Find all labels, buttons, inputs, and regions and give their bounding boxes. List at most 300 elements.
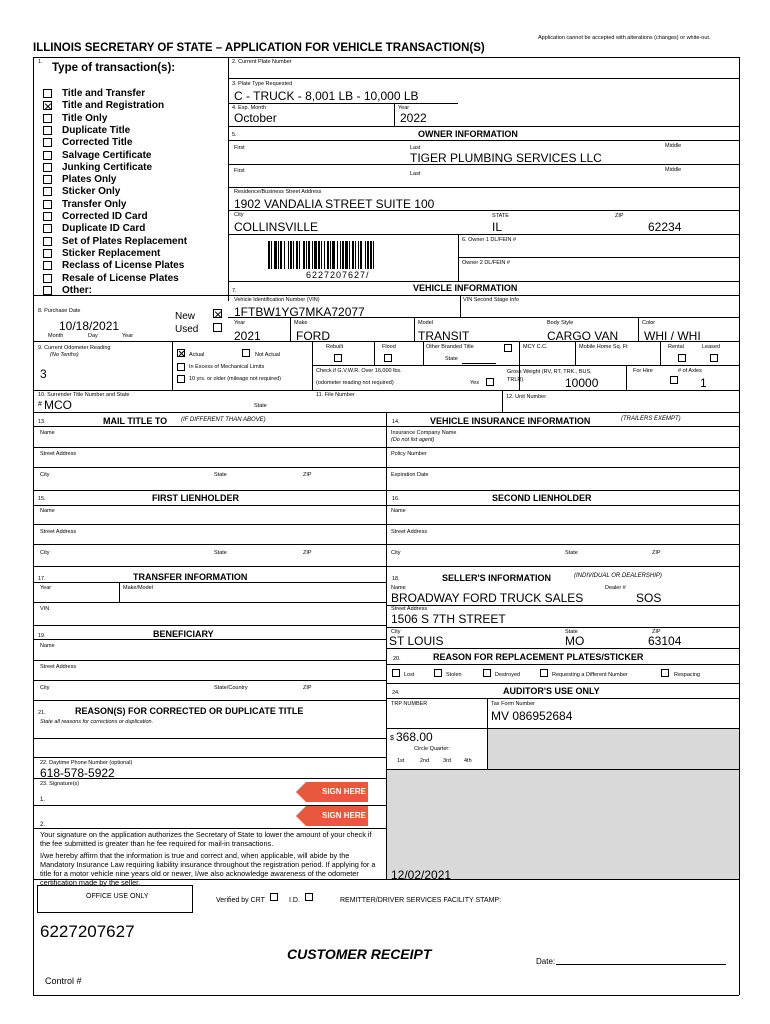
line [172,341,173,390]
seller-zip[interactable]: 63104 [648,634,682,648]
transaction-type-checkbox[interactable] [43,101,52,110]
line [575,341,576,365]
insurance-heading: VEHICLE INSURANCE INFORMATION [430,416,591,426]
barcode-bar [318,241,320,269]
transaction-type-label: Salvage Certificate [62,149,152,161]
line [33,390,312,391]
transfer-vin-label: VIN [40,606,50,612]
first-lienholder-heading: FIRST LIENHOLDER [152,493,239,503]
s24-num: 24. [392,690,400,696]
first-label: First [234,145,245,151]
line [386,683,739,684]
line [386,605,739,606]
barcode-bar [352,241,354,269]
barcode-bar [373,241,374,269]
transaction-type-label: Sticker Only [62,186,121,198]
authorization-paragraph: Your signature on the application authorizes the Secretary of State to lower the amount of your check if the fee submitted is greater than he fee required for mail-in transactions. [40,830,372,848]
seller-name[interactable]: BROADWAY FORD TRUCK SALES [391,591,584,605]
odometer-sub: (No Tenths) [50,352,79,358]
middle-label: Middle [665,143,682,149]
line [290,317,291,341]
rebuilt-checkbox[interactable] [334,354,342,362]
leased-label: Leased [702,344,721,350]
veh-body[interactable]: CARGO VAN [547,329,619,343]
frame-top [33,57,739,58]
quarter-4th[interactable]: 4th [464,758,472,764]
barcode-bar [280,241,282,269]
gvwr-label: Check if G.V.W.R. Over 16,000 lbs. [316,368,402,374]
transfer-heading: TRANSFER INFORMATION [133,572,248,582]
seller-street[interactable]: 1506 S 7TH STREET [391,612,506,626]
s15-num: 15. [38,496,46,502]
transaction-type-checkbox[interactable] [43,151,52,160]
mail-street-label: Street Address [40,451,77,457]
customer-receipt-title: CUSTOMER RECEIPT [287,946,432,962]
barcode-bar [303,241,305,269]
barcode-bar [299,241,300,269]
line [33,490,739,491]
mail-name-label: Name [40,430,55,436]
vin2-label: VIN Second Stage Info [463,297,519,303]
line [33,778,386,779]
line [312,365,739,366]
transaction-type-checkbox[interactable] [43,237,52,246]
lien1-zip-label: ZIP [303,550,312,556]
beneficiary-city-label: City [40,685,50,691]
transaction-type-checkbox[interactable] [43,224,52,233]
barcode-text: 6227207627/ [306,270,370,280]
line [33,828,386,829]
alteration-notice: Application cannot be accepted with alterations (changes) or white-out. [538,35,711,41]
line [660,341,661,365]
gvwr-yes-checkbox[interactable] [486,378,494,386]
other-branded-label: Other Branded Title [426,344,474,350]
s18-num: 18. [392,576,400,582]
quarter-1st[interactable]: 1st [397,758,405,764]
mobile-home-label: Mobile Home Sq. Ft [579,344,628,350]
mail-title-heading: MAIL TITLE TO [103,416,168,426]
for-hire-checkbox[interactable] [670,376,678,384]
line [487,698,488,728]
expiration-label: Expiration Date [391,472,429,478]
replacement-reason-heading: REASON FOR REPLACEMENT PLATES/STICKER [433,652,644,662]
owner-info-heading: OWNER INFORMATION [418,129,518,139]
line [33,625,386,626]
line [458,257,739,258]
not-actual-checkbox[interactable] [242,349,250,357]
barcode-bar [284,241,285,269]
line [33,879,739,880]
axles[interactable]: 1 [700,376,707,390]
transaction-type-label: Set of Plates Replacement [62,235,188,247]
office-use-label: OFFICE USE ONLY [86,893,149,900]
for-hire-label: For Hire [633,368,653,374]
line [33,295,739,296]
transaction-type-label: Reclass of License Plates [62,260,185,272]
transaction-type-checkbox[interactable] [43,163,52,172]
auditor-shaded-lower [387,770,739,879]
veh-year[interactable]: 2021 [234,329,261,343]
different-number-checkbox[interactable] [540,669,548,677]
barcode-bar [293,241,294,269]
frame-left [33,57,34,995]
seller-heading: SELLER'S INFORMATION [442,573,551,583]
second-lienholder-heading: SECOND LIENHOLDER [492,493,592,503]
owner-name[interactable]: TIGER PLUMBING SERVICES LLC [410,151,602,165]
transaction-type-label: Other: [62,284,92,296]
lien1-state-label: State [214,550,227,556]
other-branded-checkbox[interactable] [504,344,512,352]
beneficiary-street-label: Street Address [40,664,77,670]
transaction-type-label: Plates Only [62,174,117,186]
ten-years-label: 10 yrs. or older (mileage not required) [189,376,282,382]
barcode-bar [345,241,348,269]
purchase-date-label: 8. Purchase Date [38,308,81,314]
barcode-bar [330,241,331,269]
veh-year-label: Year [234,320,246,326]
barcode-bar [367,241,369,269]
veh-make[interactable]: FORD [296,329,330,343]
transaction-type-label: Resale of License Plates [62,272,179,284]
line [33,738,386,739]
line [33,700,386,701]
line [228,103,458,104]
barcode-bar [312,241,313,269]
s20-num: 20. [393,656,401,662]
stolen-label: Stolen [446,672,462,678]
s1-num: 1. [38,59,43,65]
transaction-type-checkbox[interactable] [43,249,52,258]
amount[interactable]: 368.00 [396,730,433,744]
barcode-bar [274,241,277,269]
lien1-city-label: City [40,550,50,556]
transaction-type-checkbox[interactable] [43,261,52,270]
quarter-2nd[interactable]: 2nd [420,758,430,764]
pd-year-label: Year [122,333,134,339]
line [312,390,739,391]
verified-crt-label: Verified by CRT [216,897,265,904]
seller-city-label: City [391,629,401,635]
line [228,341,739,342]
zip-label: ZIP [615,213,624,219]
s16-num: 16. [392,496,400,502]
barcode-bar [349,241,350,269]
barcode-bar [296,241,298,269]
transfer-year-label: Year [40,585,52,591]
seller-street-label: Street Address [391,606,428,612]
different-number-label: Requesting a Different Number [552,672,628,678]
veh-color[interactable]: WHI / WHI [644,329,701,343]
model-label: Model [418,320,433,326]
auditor-heading: AUDITOR'S USE ONLY [503,686,600,696]
owner-state[interactable]: IL [492,220,503,234]
gross-weight-label: Gross Weight (RV, RT, TRK., BUS, TRLR) [507,369,592,383]
barcode-bar [306,241,307,269]
leased-checkbox[interactable] [710,354,718,362]
line [386,627,739,628]
mail-state-label: State [214,472,227,478]
line [33,582,386,583]
form-title: ILLINOIS SECRETARY OF STATE – APPLICATION FOR VEHICLE TRANSACTION(S) [33,42,485,54]
transaction-type-label: Sticker Replacement [62,247,161,259]
axles-label: # of Axles [678,368,702,374]
transaction-type-checkbox[interactable] [43,114,52,123]
auditor-shaded-area [488,729,739,769]
seller-name-label: Name [391,585,406,591]
insurance-sub: (TRAILERS EXEMPT) [621,416,681,422]
line [33,566,739,567]
vin-value[interactable]: 1FTBW1YG7MKA72077 [234,305,365,319]
barcode-bar [290,241,292,269]
last-label-2: Last [410,171,421,177]
verified-crt-checkbox[interactable] [270,893,278,901]
middle-label-2: Middle [665,167,682,173]
transaction-type-checkbox[interactable] [43,138,52,147]
used-checkbox[interactable] [213,323,222,332]
id-checkbox[interactable] [305,893,313,901]
exp-year-label: Year [398,105,410,111]
barcode-bar [268,241,270,269]
transaction-type-label: Title and Registration [62,100,165,112]
tax-form-label: Tax Form Number [491,701,536,707]
barcode-bar [337,241,338,269]
line [228,281,739,282]
rebuilt-label: Rebuilt [326,344,344,350]
line [228,126,739,127]
insurance-company-sub: (Do not list agent) [391,437,435,443]
line [33,544,739,545]
line [33,505,739,506]
respacing-label: Respacing [674,672,700,678]
s1-divider [228,57,229,301]
barcode-bar [360,241,362,269]
exp-year-value[interactable]: 2022 [400,111,427,125]
vehicle-info-heading: VEHICLE INFORMATION [413,283,518,293]
owner1-dl-label: 6. Owner 1 DL/FEIN # [462,237,517,243]
veh-model[interactable]: TRANSIT [418,329,470,343]
sign-here-tab-2[interactable] [296,806,368,826]
transaction-type-label: Transfer Only [62,198,127,210]
owner-city[interactable]: COLLINSVILLE [234,220,319,234]
first-label-2: First [234,168,245,174]
excess-checkbox[interactable] [177,363,185,371]
purchase-date[interactable]: 10/18/2021 [59,319,120,333]
s19-num: 19. [38,633,46,639]
current-plate-label: 2. Current Plate Number [232,59,292,65]
lien2-state-label: State [565,550,578,556]
lost-checkbox[interactable] [392,669,400,677]
tax-form-number[interactable]: MV 086952684 [491,709,573,723]
line [228,187,739,188]
line [414,317,415,341]
line [228,210,739,211]
excess-label: In Excess of Mechanical Limits [189,364,265,370]
line [228,164,739,165]
lien2-zip-label: ZIP [652,550,661,556]
transaction-type-checkbox[interactable] [43,89,52,98]
line [33,660,386,661]
seller-state[interactable]: MO [565,634,585,648]
s5-num: 5. [232,132,237,138]
state-label: STATE [492,213,509,219]
signature-2-label: 2. [40,822,46,828]
respacing-checkbox[interactable] [661,669,669,677]
signature-label: 23. Signature(s) [40,781,80,787]
corrected-reason-sub: State all reasons for corrections or duplication. [40,719,154,725]
receipt-control-number: 6227207627 [40,922,135,941]
new-label: New [175,311,196,322]
barcode-bar [340,241,341,269]
transaction-type-checkbox[interactable] [43,212,52,221]
phone-value[interactable]: 618-578-5922 [40,766,115,780]
unit-number-label: 12. Unit Number [506,394,547,400]
exp-month-label: 4. Exp. Month [232,105,266,111]
transaction-type-label: Junking Certificate [62,161,153,173]
new-checkbox[interactable] [213,309,222,318]
plate-type-value[interactable]: C - TRUCK - 8,001 LB - 10,000 LB [234,89,419,103]
odometer-not-required-label: (odometer reading not required) [316,380,394,386]
pd-day-label: Day [88,333,98,339]
last-label: Last [410,145,421,151]
s13-num: 13. [38,419,46,425]
policy-label: Policy Number [391,451,427,457]
odometer-value[interactable]: 3 [40,367,47,381]
seller-city[interactable]: ST LOUIS [389,634,444,648]
signature-1-label: 1. [40,797,46,803]
lien1-street-label: Street Address [40,529,77,535]
stolen-checkbox[interactable] [434,669,442,677]
surrender-title[interactable]: MCO [44,398,72,412]
line [374,341,375,365]
line [33,639,386,640]
not-actual-label: Not Actual [255,352,281,358]
ten-years-checkbox[interactable] [177,375,185,383]
lien1-name-label: Name [40,508,55,514]
line [394,103,395,126]
owner2-dl-label: Owner 2 DL/FEIN # [462,260,510,266]
phone-label: 22. Daytime Phone Number (optional) [40,760,133,766]
rental-label: Rental [668,344,684,350]
mail-zip-label: ZIP [303,472,312,478]
trp-label: TRP NUMBER [391,701,428,707]
barcode-bar [314,241,317,269]
rental-checkbox[interactable] [678,354,686,362]
line [638,317,639,341]
transaction-type-checkbox[interactable] [43,200,52,209]
barcode-bar [342,241,344,269]
transaction-type-checkbox[interactable] [43,126,52,135]
destroyed-label: Destroyed [495,672,521,678]
actual-checkbox[interactable] [177,349,185,357]
flood-label: Flood [382,344,396,350]
owner-street[interactable]: 1902 VANDALIA STREET SUITE 100 [234,197,435,211]
transaction-type-label: Title and Transfer [62,88,146,99]
seller-sub: (INDIVIDUAL OR DEALERSHIP) [574,573,662,579]
transaction-type-label: Corrected Title [62,137,133,149]
sign-here-tab-1[interactable] [296,782,368,802]
line [228,78,739,79]
s21-num: 21. [38,710,46,716]
sign-here-text-1: SIGN HERE [322,787,367,796]
transaction-type-label: Duplicate ID Card [62,223,146,235]
surrender-hash: # [38,401,42,408]
remitter-label: REMITTER/DRIVER SERVICES FACILITY STAMP: [340,897,502,904]
receipt-date-line [556,964,726,965]
exp-month-value[interactable]: October [234,111,277,125]
odometer-label: 9. Current Odometer Reading [38,345,111,351]
auditor-date[interactable]: 12/02/2021 [391,868,452,882]
transaction-type-label: Corrected ID Card [62,211,148,222]
receipt-date-label: Date: [536,957,556,966]
dealer-number[interactable]: SOS [636,591,662,605]
barcode-bar [355,241,356,269]
barcode-bar [324,241,325,269]
transaction-type-checkbox[interactable] [43,274,52,283]
line [33,524,739,525]
barcode-bar [365,241,366,269]
surrender-title-label: 10. Surrender Title Number and State [38,392,130,398]
transaction-type-checkbox[interactable] [43,187,52,196]
surrender-state-label: State [254,403,267,409]
line [33,467,739,468]
owner-zip[interactable]: 62234 [648,220,682,234]
make-label: Make [294,320,308,326]
line [33,447,739,448]
mail-title-sub: (IF DIFFERENT THAN ABOVE) [181,417,266,423]
used-label: Used [175,324,199,335]
circle-quarter-label: Circle Quarter: [414,746,450,752]
transaction-type-label: Title Only [62,112,108,124]
lien2-street-label: Street Address [391,529,428,535]
barcode-bar [370,241,372,269]
transfer-make-label: Make/Model [123,585,153,591]
body-label: Body Style [547,320,574,326]
transaction-type-checkbox[interactable] [43,286,52,295]
insurance-company-label: Insurance Company Name [391,430,457,436]
city-label: City [234,212,244,218]
line [33,680,386,681]
flood-checkbox[interactable] [384,354,392,362]
id-label: I.D. [289,897,300,904]
line [119,582,120,602]
line [33,602,386,603]
pd-month-label: Month [48,333,64,339]
beneficiary-name-label: Name [40,643,55,649]
control-label: Control # [45,976,82,986]
lien2-name-label: Name [391,508,406,514]
gross-weight[interactable]: 10000 [565,376,599,390]
sign-here-text-2: SIGN HERE [322,811,367,820]
transaction-type-label: Duplicate Title [62,124,131,136]
line [33,757,386,758]
beneficiary-state-label: State/Country [214,685,248,691]
beneficiary-zip-label: ZIP [303,685,312,691]
s17-num: 17. [38,576,46,582]
frame-right [739,57,740,995]
amount-dollar: $ [390,735,394,742]
color-label: Color [642,320,656,326]
line [33,341,228,342]
actual-label: Actual [189,352,205,358]
line [386,698,739,699]
affirmation-paragraph: I/we hereby affirm that the information is true and correct and, when applicable, will abide by the Mandatory Insurance Law requiring liability insurance throughout the registration period. If applying for a title for a motor vehicle nine years old or newer, I/we also acknowledge awareness of the odometer certification made by the seller. [40,851,376,887]
quarter-3rd[interactable]: 3rd [443,758,451,764]
lien2-city-label: City [391,550,401,556]
line [462,363,496,364]
transaction-type-checkbox[interactable] [43,175,52,184]
destroyed-checkbox[interactable] [483,669,491,677]
dealer-label: Dealer # [605,585,626,591]
